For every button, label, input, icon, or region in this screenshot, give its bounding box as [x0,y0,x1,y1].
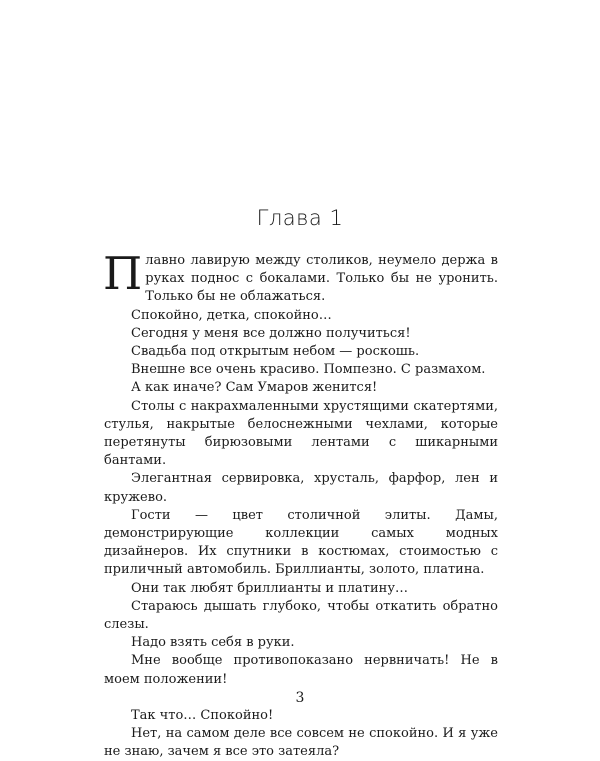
paragraph: Надо взять себя в руки. [131,635,295,651]
paragraph: Они так любят бриллианты и платину… [131,580,408,596]
paragraph: Гости — цвет столичной элиты. Дамы, демонстрирующие коллекции самых модных дизайнеров. Их спутники в костюмах, стоимостью с приличный автомобиль. Бриллианты, золото, платина. [104,507,498,578]
paragraph: А как иначе? Сам Умаров женится! [131,380,378,396]
page-number: 3 [295,690,305,706]
paragraph: Сегодня у меня все должно получиться! [131,325,411,341]
paragraph: Спокойно, детка, спокойно… [131,307,332,323]
paragraph: Столы с накрахмаленными хрустящими скатертями, стулья, накрытые белоснежными чехлами, которые перетянуты бирюзовыми лентами с шикарными бантами. [104,398,498,469]
chapter-title: Глава 1 [256,206,344,230]
paragraph: Внешне все очень красиво. Помпезно. С размахом. [131,362,486,378]
paragraph: Так что… Спокойно! [131,707,274,723]
body-text [103,247,498,761]
paragraph: Стараюсь дышать глубоко, чтобы откатить обратно слезы. [104,598,498,633]
drop-cap: П [103,247,143,300]
paragraph: Мне вообще противопоказано нервничать! Не в моем положении! [104,653,498,687]
paragraph: Плавно лавирую между столиков, неумело держа в руках поднос с бокалами. Только бы не уронить. Только бы не облажаться. [103,247,498,305]
paragraph: Свадьба под открытым небом — роскошь. [131,344,420,360]
paragraph: Нет, на самом деле все совсем не спокойно. И я уже не знаю, зачем я все это затеяла? [104,726,498,760]
paragraph: Элегантная сервировка, хрусталь, фарфор, лен и кружево. [104,471,498,505]
